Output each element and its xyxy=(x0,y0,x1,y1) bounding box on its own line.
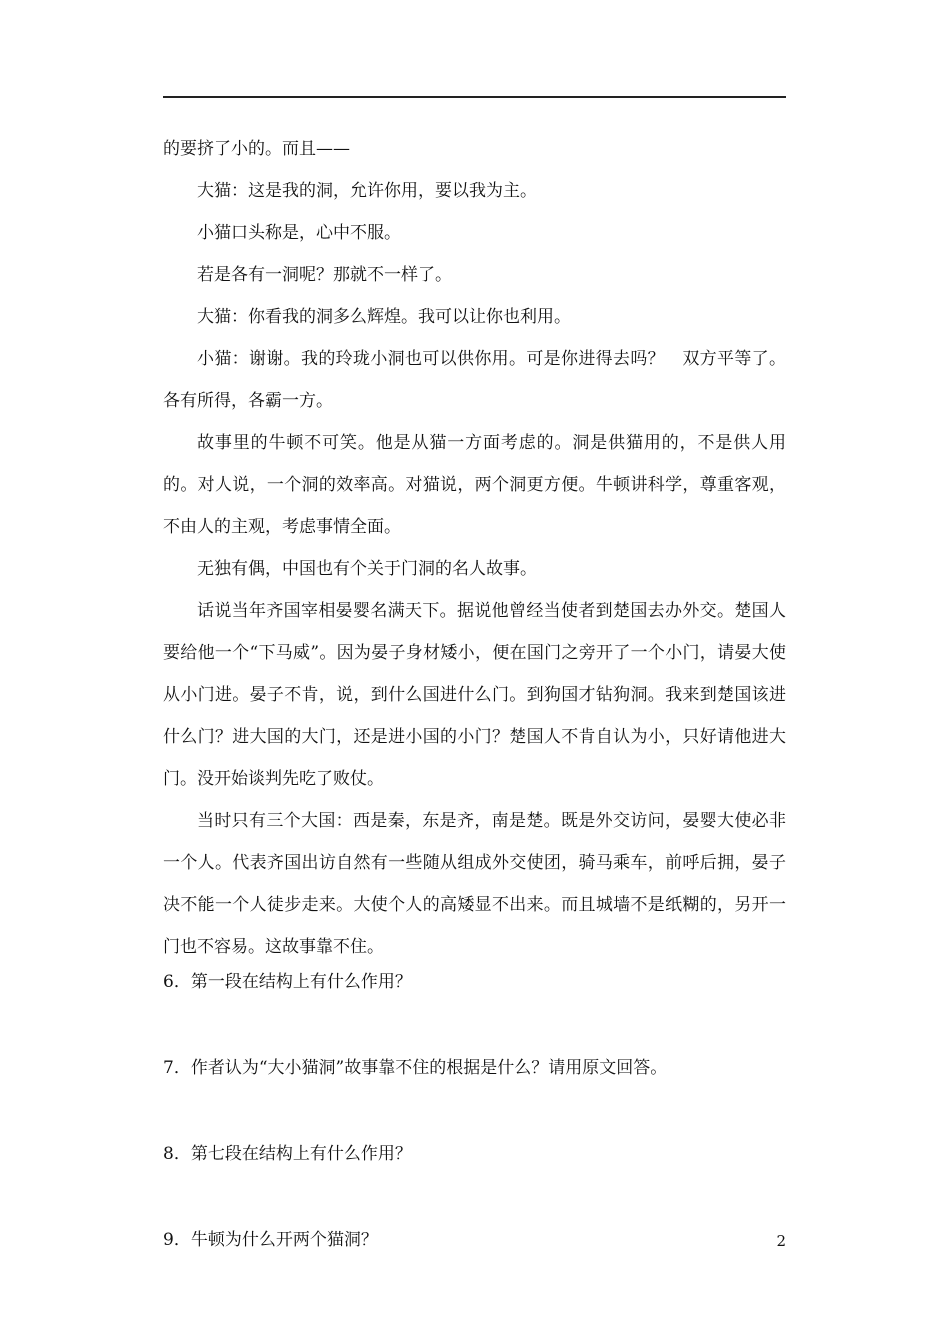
question-8: 8．第七段在结构上有什么作用？ xyxy=(163,1144,412,1164)
paragraph: 的要挤了小的。而且—— xyxy=(163,139,350,159)
paragraph: 无独有偶，中国也有个关于门洞的名人故事。 xyxy=(197,559,537,579)
paragraph: 故事里的牛顿不可笑。他是从猫一方面考虑的。洞是供猫用的，不是供人用的。对人说，一个洞的效率高。对猫说，两个洞更方便。牛顿讲科学，尊重客观，不由人的主观，考虑事情全面。 xyxy=(163,433,786,537)
paragraph: 当时只有三个大国：西是秦，东是齐，南是楚。既是外交访问，晏婴大使必非一个人。代表齐国出访自然有一些随从组成外交使团，骑马乘车，前呼后拥，晏子决不能一个人徒步走来。大使个人的高矮显不出来。而且城墙不是纸糊的，另开一门也不容易。这故事靠不住。 xyxy=(163,811,786,957)
page-number: 2 xyxy=(776,1232,786,1250)
paragraph: 大猫：你看我的洞多么辉煌。我可以让你也利用。 xyxy=(197,307,571,327)
paragraph: 小猫：谢谢。我的玲珑小洞也可以供你用。可是你进得去吗？ 双方平等了。各有所得，各霸一方。 xyxy=(163,349,786,411)
question-7: 7．作者认为“大小猫洞”故事靠不住的根据是什么？请用原文回答。 xyxy=(163,1058,668,1078)
document-body xyxy=(163,128,786,1314)
paragraph: 话说当年齐国宰相晏婴名满天下。据说他曾经当使者到楚国去办外交。楚国人要给他一个“下马威”。因为晏子身材矮小，便在国门之旁开了一个小门，请晏大使从小门进。晏子不肯，说，到什么国进什么门。到狗国才钻狗洞。我来到楚国该进什么门？进大国的大门，还是进小国的小门？楚国人不肯自认为小，只好请他进大门。没开始谈判先吃了败仗。 xyxy=(163,601,786,789)
paragraph: 小猫口头称是，心中不服。 xyxy=(197,223,401,243)
paragraph: 大猫：这是我的洞，允许你用，要以我为主。 xyxy=(197,181,537,201)
question-6: 6．第一段在结构上有什么作用？ xyxy=(163,972,412,992)
paragraph: 若是各有一洞呢？那就不一样了。 xyxy=(197,265,452,285)
question-9: 9．牛顿为什么开两个猫洞？ xyxy=(163,1230,378,1250)
header-rule xyxy=(163,96,786,98)
